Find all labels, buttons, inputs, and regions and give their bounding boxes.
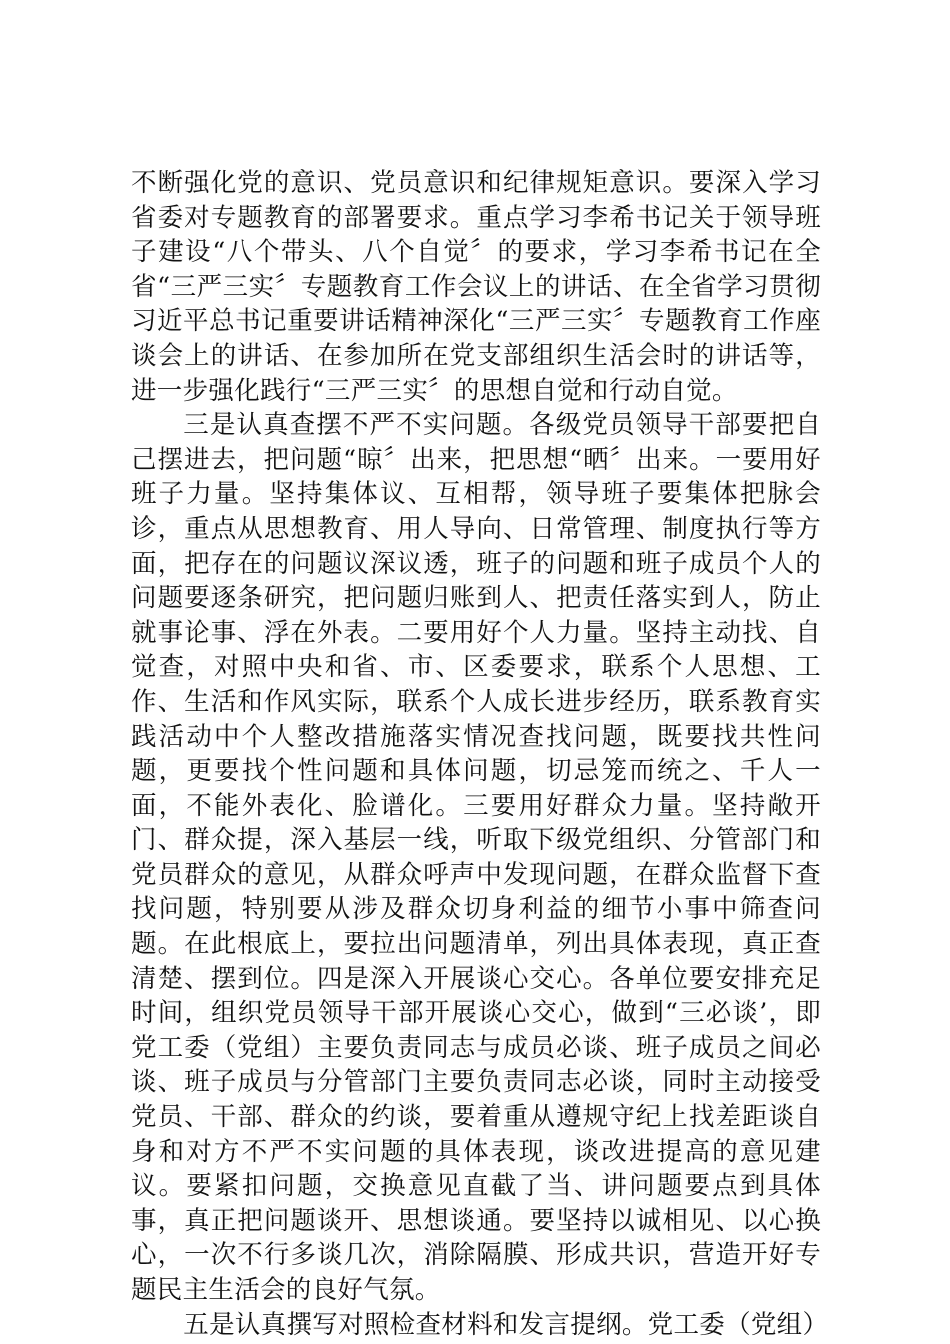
paragraph-2: 三是认真查摆不严不实问题。各级党员领导干部要把自己摆进去，把问题“晾〞出来，把思想“晒〞出来。一要用好班子力量。坚持集体议、互相帮，领导班子要集体把脉会诊，重点从思想教育、用人导向、日常管理、制度执行等方面，把存在的问题议深议透，班子的问题和班子成员个人的问题要逐条研究，把问题归账到人、把责任落实到人，防止就事论事、浮在外表。二要用好个人力量。坚持主动找、自觉查，对照中央和省、市、区委要求，联系个人思想、工作、生活和作风实际，联系个人成长进步经历，联系教育实践活动中个人整改措施落实情况查找问题，既要找共性问题，更要找个性问题和具体问题，切忌笼而统之、千人一面，不能外表化、脸谱化。三要用好群众力量。坚持敞开门、群众提，深入基层一线，听取下级党组织、分管部门和党员群众的意见，从群众呼声中发现问题，在群众监督下查找问题，特别要从涉及群众切身利益的细节小事中筛查问题。在此根底上，要拉出问题清单，列出具体表现，真正查清楚、摆到位。四是深入开展谈心交心。各单位要安排充足时间，组织党员领导干部开展谈心交心，做到“三必谈’，即党工委（党组）主要负责同志与成员必谈、班子成员之间必谈、班子成员与分管部门主要负责同志必谈，同时主动接受党员、干部、群众的约谈，要着重从遵规守纪上找差距谈自身和对方不严不实问题的具体表现，谈改进提高的意见建议。要紧扣问题，交换意见直截了当、讲问题要点到具体事，真正把问题谈开、思想谈通。要坚持以诚相见、以心换心，一次不行多谈几次，消除隔膜、形成共识，营造开好专题民主生活会的良好气氛。 xyxy=(131,410,821,1305)
document-body xyxy=(131,166,829,1342)
paragraph-1: 不断强化党的意识、党员意识和纪律规矩意识。要深入学习省委对专题教育的部署要求。重点学习李希书记关于领导班子建设“八个带头、八个自觉〞的要求，学习李希书记在全省“三严三实〞专题教育工作会议上的讲话、在全省学习贯彻习近平总书记重要讲话精神深化“三严三实〞专题教育工作座谈会上的讲话、在参加所在党支部组织生活会时的讲话等，进一步强化践行“三严三实〞的思想自觉和行动自觉。 xyxy=(131,168,821,406)
paragraph-3: 五是认真撰写对照检查材料和发言提纲。党工委（党组） xyxy=(183,1309,829,1340)
